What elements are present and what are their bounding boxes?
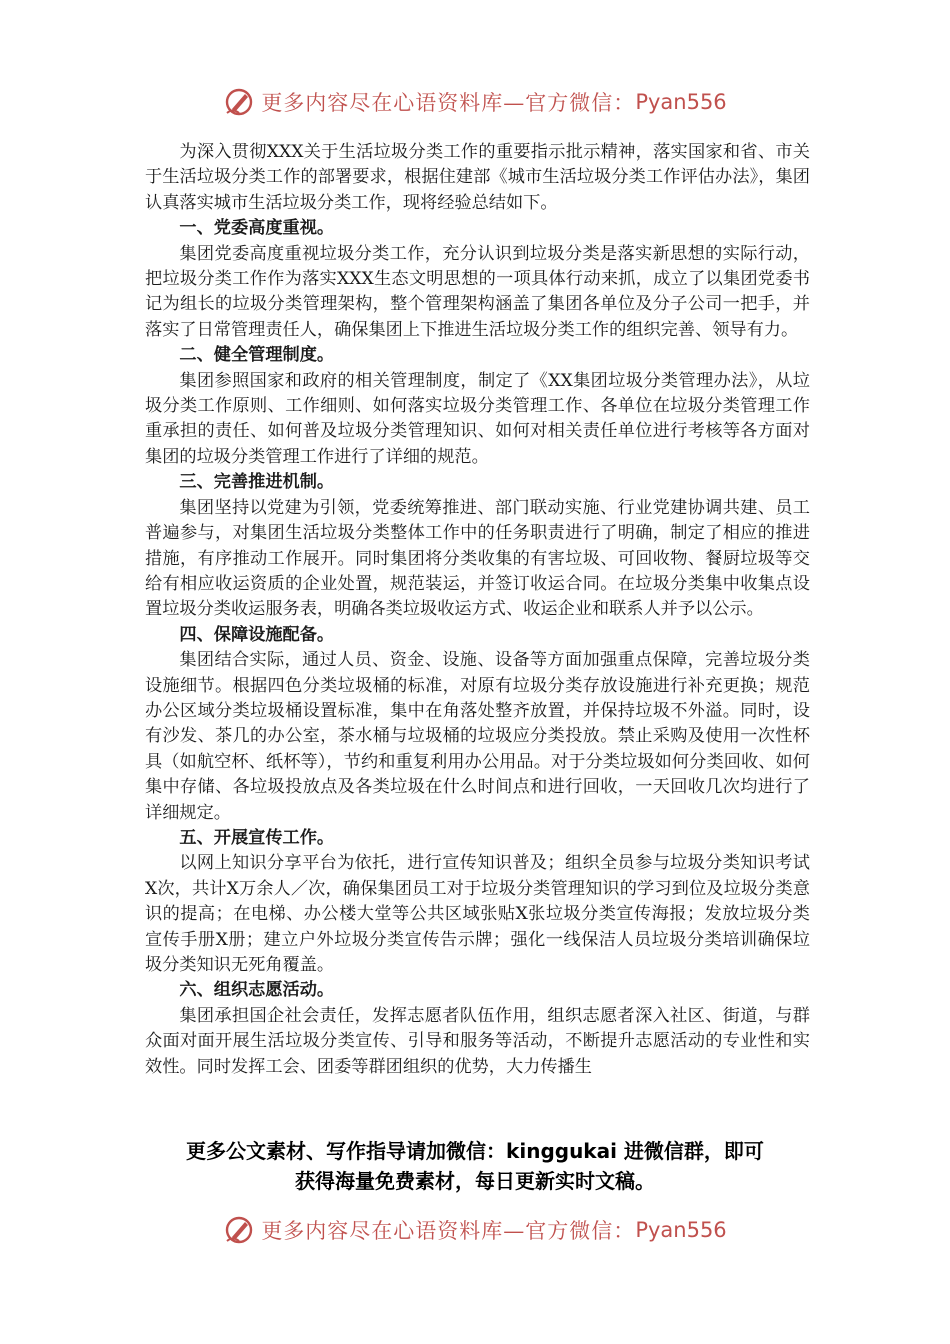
section-paragraph: 集团承担国企社会责任，发挥志愿者队伍作用，组织志愿者深入社区、街道，与群众面对面开展生活垃圾分类宣传、引导和服务等活动，不断提升志愿活动的专业性和实效性。同时发挥工会、团委等群团组织的优势，大力传播生 <box>145 1005 810 1077</box>
footer-banner <box>0 1208 950 1252</box>
section-heading: 二、健全管理制度。 <box>179 345 335 366</box>
footer-wechat-id: Pyan556 <box>635 1218 727 1242</box>
promo-line-2: 获得海量免费素材，每日更新实时文稿。 <box>295 1169 655 1193</box>
section-heading: 一、党委高度重视。 <box>179 218 335 239</box>
header-wechat-id: Pyan556 <box>635 90 727 114</box>
header-banner <box>0 80 950 124</box>
footer-banner-text: 更多内容尽在心语资料库—官方微信： <box>261 1219 636 1243</box>
section-paragraph: 以网上知识分享平台为依托，进行宣传知识普及；组织全员参与垃圾分类知识考试X次，共计X万余人／次，确保集团员工对于垃圾分类管理知识的学习到位及垃圾分类意识的提高；在电梯、办公楼大堂等公共区域张贴X张垃圾分类宣传海报；发放垃圾分类宣传手册X册；建立户外垃圾分类宣传告示牌；强化一线保洁人员垃圾分类培训确保垃圾分类知识无死角覆盖。 <box>145 853 810 975</box>
header-banner-text: 更多内容尽在心语资料库—官方微信： <box>261 91 636 115</box>
section-heading: 三、完善推进机制。 <box>179 472 335 493</box>
pen-logo-icon <box>223 1214 255 1246</box>
section-heading: 五、开展宣传工作。 <box>179 827 335 848</box>
promo-notice <box>100 1136 850 1196</box>
document-body <box>145 140 810 1080</box>
section-paragraph: 集团坚持以党建为引领，党委统筹推进、部门联动实施、行业党建协调共建、员工普遍参与，对集团生活垃圾分类整体工作中的任务职责进行了明确，制定了相应的推进措施，有序推动工作展开。同时集团将分类收集的有害垃圾、可回收物、餐厨垃圾等交给有相应收运资质的企业处置，规范装运，并签订收运合同。在垃圾分类集中收集点设置垃圾分类收运服务表，明确各类垃圾收运方式、收运企业和联系人并予以公示。 <box>145 497 810 620</box>
section-paragraph: 集团结合实际，通过人员、资金、设施、设备等方面加强重点保障，完善垃圾分类设施细节。根据四色分类垃圾桶的标准，对原有垃圾分类存放设施进行补充更换；规范办公区域分类垃圾桶设置标准，集中在角落处整齐放置，并保持垃圾不外溢。同时，设有沙发、茶几的办公室，茶水桶与垃圾桶的垃圾应分类投放。禁止采购及使用一次性杯具（如航空杯、纸杯等），节约和重复利用办公用品。对于分类垃圾如何分类回收、如何集中存储、各垃圾投放点及各类垃圾在什么时间点和进行回收，一天回收几次均进行了详细规定。 <box>145 650 810 823</box>
section-paragraph: 集团参照国家和政府的相关管理制度，制定了《XX集团垃圾分类管理办法》，从垃圾分类工作原则、工作细则、如何落实垃圾分类管理工作、各单位在垃圾分类管理工作重承担的责任、如何普及垃圾分类管理知识、如何对相关责任单位进行考核等各方面对集团的垃圾分类管理工作进行了详细的规范。 <box>145 370 810 467</box>
section-heading: 六、组织志愿活动。 <box>179 980 335 1001</box>
section-paragraph: 集团党委高度重视垃圾分类工作，充分认识到垃圾分类是落实新思想的实际行动，把垃圾分类工作作为落实XXX生态文明思想的一项具体行动来抓，成立了以集团党委书记为组长的垃圾分类管理架构，整个管理架构涵盖了集团各单位及分子公司一把手，并落实了日常管理责任人，确保集团上下推进生活垃圾分类工作的组织完善、领导有力。 <box>145 243 810 340</box>
intro-paragraph: 为深入贯彻XXX关于生活垃圾分类工作的重要指示批示精神，落实国家和省、市关于生活垃圾分类工作的部署要求，根据住建部《城市生活垃圾分类工作评估办法》，集团认真落实城市生活垃圾分类工作，现将经验总结如下。 <box>145 142 810 213</box>
pen-logo-icon <box>223 86 255 118</box>
promo-line-1: 更多公文素材、写作指导请加微信：kinggukai 进微信群，即可 <box>186 1139 764 1163</box>
section-heading: 四、保障设施配备。 <box>179 624 335 645</box>
